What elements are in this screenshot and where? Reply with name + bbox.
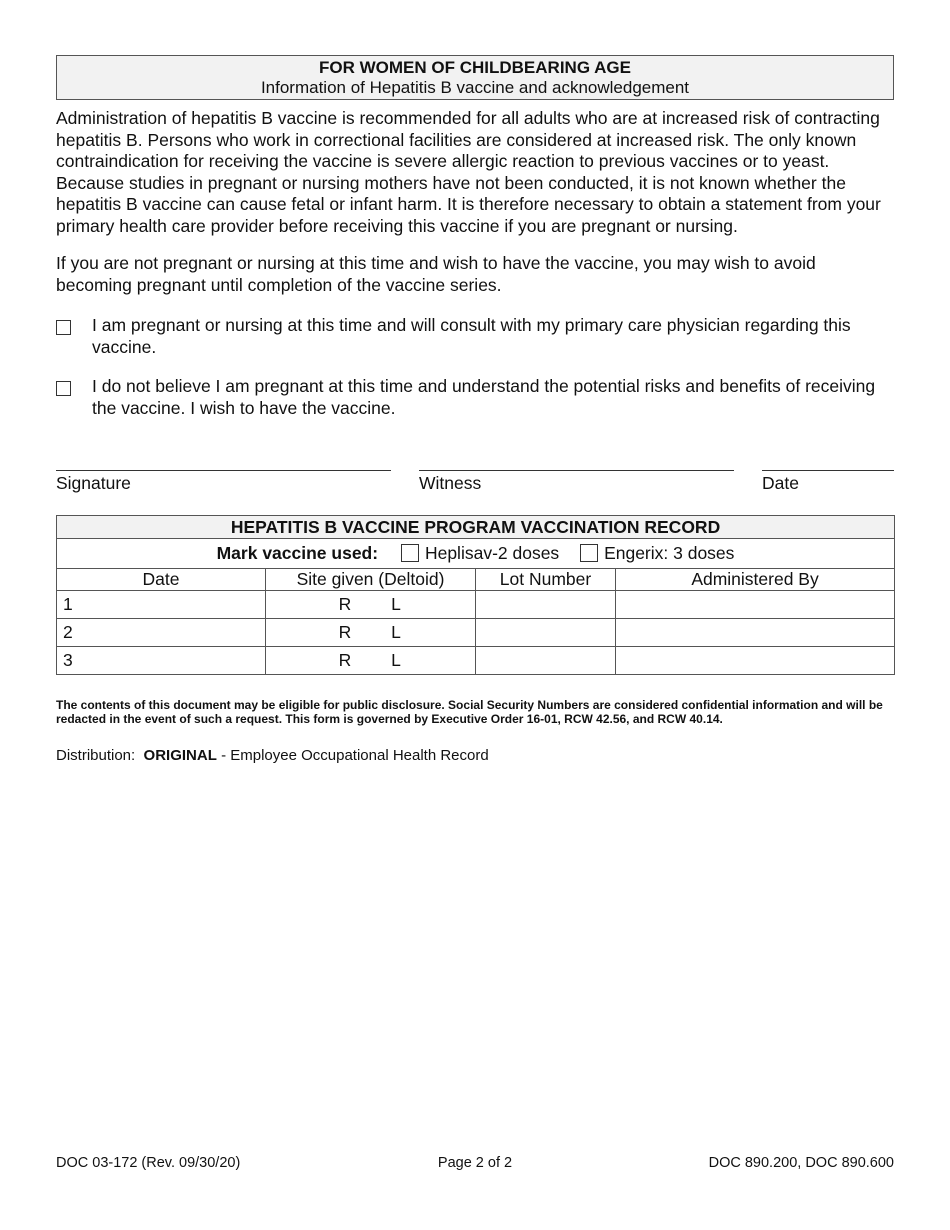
heplisav-label: Heplisav-2 doses: [424, 543, 560, 563]
page-number: Page 2 of 2: [437, 1155, 513, 1171]
site-left-option[interactable]: L: [391, 594, 401, 614]
form-number: DOC 03-172 (Rev. 09/30/20): [56, 1155, 241, 1171]
signature-line[interactable]: [56, 470, 391, 471]
column-header-lot: Lot Number: [476, 569, 616, 591]
date-line[interactable]: [762, 470, 894, 471]
site-left-option[interactable]: L: [391, 650, 401, 670]
info-paragraph-1: Administration of hepatitis B vaccine is recommended for all adults who are at increased risk of contracting hepatitis B. Persons who work in correctional facilities are considered at increased risk. The only known contraindication for receiving the vaccine is severe allergic reaction to previous vaccines or to yeast. Because studies in pregnant or nursing mothers have not been conducted, it is not known whether the hepatitis B vaccine can cause fetal or infant harm. It is therefore necessary to obtain a statement from your primary health care provider before receiving this vaccine if you are pregnant or nursing.: [56, 108, 881, 236]
column-header-administered-by: Administered By: [616, 569, 895, 591]
distribution-prefix: Distribution:: [56, 747, 136, 764]
site-right-option[interactable]: R: [338, 622, 352, 642]
engerix-label: Engerix: 3 doses: [604, 543, 735, 563]
site-cell: [266, 619, 476, 647]
dose-number: 3: [63, 650, 73, 670]
administered-by-cell[interactable]: [616, 647, 895, 675]
record-title: HEPATITIS B VACCINE PROGRAM VACCINATION RECORD: [57, 516, 895, 539]
dose-date-cell[interactable]: [57, 647, 266, 675]
column-header-date: Date: [57, 569, 266, 591]
witness-line[interactable]: [419, 470, 734, 471]
form-page: [56, 55, 894, 764]
site-cell: [266, 647, 476, 675]
not-pregnant-option-label: I do not believe I am pregnant at this time and understand the potential risks and benefits of receiving the vaccine. I wish to have the vaccine.: [92, 376, 876, 418]
distribution-line: [56, 747, 894, 764]
site-cell: [266, 591, 476, 619]
signature-section: [56, 470, 894, 500]
form-subtitle: Information of Hepatitis B vaccine and acknowledgement: [260, 78, 690, 97]
vaccination-record-table: [56, 515, 895, 675]
disclosure-notice: The contents of this document may be eligible for public disclosure. Social Security Numbers are considered confidential information and will be redacted in the event of such a request. This form is governed by Executive Order 16-01, RCW 42.56, and RCW 40.14.: [56, 698, 883, 726]
signature-label: Signature: [56, 473, 131, 493]
table-row: [57, 591, 895, 619]
dose-date-cell[interactable]: [57, 591, 266, 619]
dose-number: 2: [63, 622, 73, 642]
witness-label: Witness: [419, 473, 482, 493]
option-pregnant-row: [56, 315, 894, 358]
vaccine-selection-row: [57, 539, 895, 569]
administered-by-cell[interactable]: [616, 591, 895, 619]
dose-date-cell[interactable]: [57, 619, 266, 647]
engerix-checkbox[interactable]: [580, 544, 598, 562]
table-row: [57, 619, 895, 647]
pregnant-option-label: I am pregnant or nursing at this time and will consult with my primary care physician regarding this vaccine.: [92, 315, 851, 357]
administered-by-cell[interactable]: [616, 619, 895, 647]
not-pregnant-checkbox[interactable]: [56, 381, 71, 396]
table-row: [57, 647, 895, 675]
info-paragraph-2: If you are not pregnant or nursing at this time and wish to have the vaccine, you may wish to avoid becoming pregnant until completion of the vaccine series.: [56, 253, 816, 295]
lot-number-cell[interactable]: [476, 619, 616, 647]
policy-references: DOC 890.200, DOC 890.600: [708, 1155, 894, 1171]
site-right-option[interactable]: R: [338, 594, 352, 614]
lot-number-cell[interactable]: [476, 647, 616, 675]
heplisav-checkbox[interactable]: [401, 544, 419, 562]
mark-vaccine-label: Mark vaccine used:: [216, 543, 379, 563]
site-left-option[interactable]: L: [391, 622, 401, 642]
site-right-option[interactable]: R: [338, 650, 352, 670]
distribution-original: ORIGINAL: [143, 747, 217, 764]
dose-number: 1: [63, 594, 73, 614]
distribution-suffix: - Employee Occupational Health Record: [221, 747, 489, 764]
date-label: Date: [762, 473, 799, 493]
page-footer: [56, 1155, 894, 1175]
column-header-site: Site given (Deltoid): [266, 569, 476, 591]
pregnant-checkbox[interactable]: [56, 320, 71, 335]
form-title: FOR WOMEN OF CHILDBEARING AGE: [319, 58, 631, 77]
lot-number-cell[interactable]: [476, 591, 616, 619]
option-not-pregnant-row: [56, 376, 894, 419]
form-header: [56, 55, 894, 100]
